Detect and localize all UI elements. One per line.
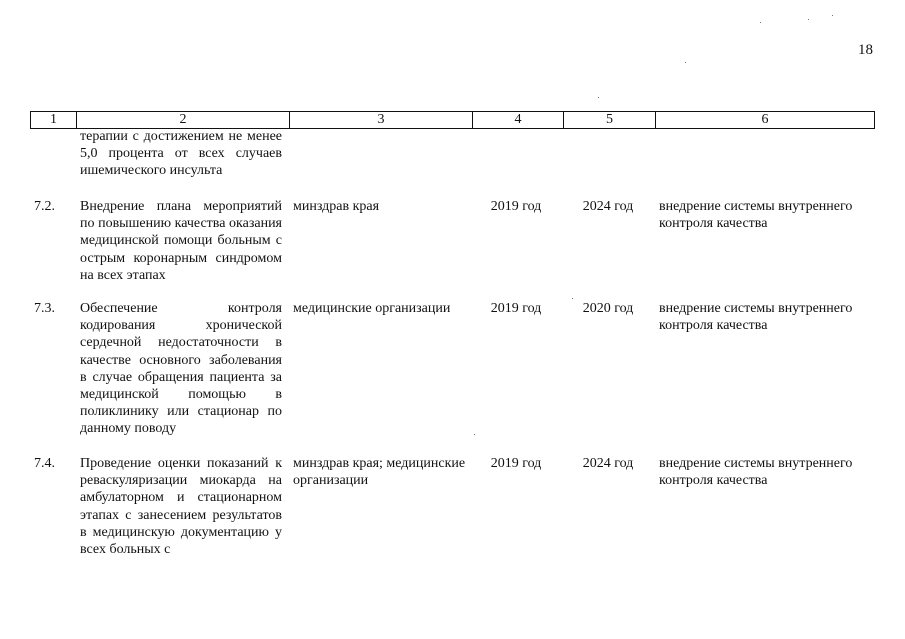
column-number-1: 1 <box>31 112 77 129</box>
row-result: внедрение системы внутреннего контроля качества <box>659 301 853 334</box>
row-executor: медицинские организации <box>293 301 451 316</box>
scan-speck <box>572 298 573 299</box>
row-start-date: 2019 год <box>490 199 542 214</box>
page-number: 18 <box>858 42 873 58</box>
header-row <box>31 112 875 129</box>
row-description: терапии с достижением не менее 5,0 процента от всех случаев ишемического инсульта <box>80 129 282 179</box>
row-end-date: 2024 год <box>582 456 634 471</box>
scan-speck <box>760 22 761 23</box>
column-number-3: 3 <box>290 112 473 129</box>
column-number-4: 4 <box>473 112 564 129</box>
row-start-date: 2019 год <box>490 456 542 471</box>
row-start-date: 2019 год <box>490 301 542 316</box>
column-number-6: 6 <box>656 112 875 129</box>
column-number-5: 5 <box>564 112 656 129</box>
row-result: внедрение системы внутреннего контроля качества <box>659 199 853 232</box>
column-number-2: 2 <box>77 112 290 129</box>
row-result: внедрение системы внутреннего контроля качества <box>659 456 853 489</box>
scan-speck <box>685 62 686 63</box>
table-header <box>30 111 875 129</box>
row-description: Внедрение плана мероприятий по повышению качества оказания медицинской помощи больным с острым коронарным синдромом на всех этапах <box>80 199 282 283</box>
row-description: Проведение оценки показаний к реваскуляризации миокарда на амбулаторном и стационарном этапах с занесением результатов в медицинскую документацию у всех больных с <box>80 456 282 558</box>
row-number: 7.4. <box>34 456 55 471</box>
row-number: 7.3. <box>34 301 55 316</box>
row-description: Обеспечение контроля кодирования хронической сердечной недостаточности в качестве основного заболевания в случае обращения пациента за медицинской помощью в поликлинику или стационар по данному поводу <box>80 301 282 437</box>
row-executor: минздрав края; медицинские организации <box>293 456 466 489</box>
row-number: 7.2. <box>34 199 55 214</box>
row-executor: минздрав края <box>293 199 380 214</box>
scan-speck <box>474 434 475 435</box>
scan-speck <box>598 97 599 98</box>
scan-speck <box>808 19 809 20</box>
row-end-date: 2024 год <box>582 199 634 214</box>
scan-speck <box>832 15 833 16</box>
row-end-date: 2020 год <box>582 301 634 316</box>
